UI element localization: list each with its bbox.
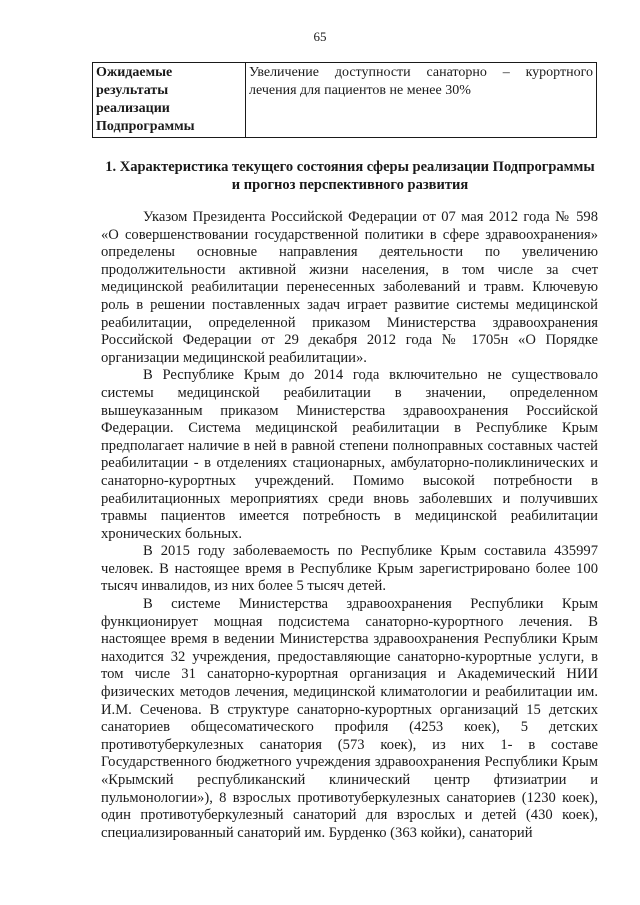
table-row [93, 63, 597, 138]
page-number: 65 [313, 29, 327, 44]
section-title: Характеристика текущего состояния сферы реализации Подпрограммы и прогноз перспективного развития [119, 159, 595, 193]
section-number: 1. [105, 159, 117, 175]
paragraph-2: В Республике Крым до 2014 года включительно не существовало системы медицинской реабилитации в значении, определенном вышеуказанным приказом Министерства здравоохранения Российской Федерации. Система медицинской реабилитации в Республике Крым предполагает наличие в ней в равной степени полноправных составных частей реабилитации - в отделениях стационарных, амбулаторно-поликлинических и санаторно-курортных учреждений. Помимо высокой потребности в реабилитационных мероприятиях среди вновь заболевших и получивших травмы пациентов имеется потребность в медицинской реабилитации хронических больных. [101, 367, 598, 542]
summary-table [92, 62, 597, 138]
expected-results-label: Ожидаемые результаты реализации Подпрограммы [93, 63, 246, 138]
section-heading [100, 158, 600, 194]
body-text [101, 209, 598, 842]
expected-results-value: Увеличение доступности санаторно – курортного лечения для пациентов не менее 30% [246, 63, 597, 138]
paragraph-3: В 2015 году заболеваемость по Республике Крым составила 435997 человек. В настоящее время в Республике Крым зарегистрировано более 100 тысяч инвалидов, из них более 5 тысяч детей. [101, 543, 598, 595]
paragraph-4: В системе Министерства здравоохранения Республики Крым функционирует мощная подсистема санаторно-курортного лечения. В настоящее время в ведении Министерства здравоохранения Республики Крым находится 32 учреждения, предоставляющие санаторно-курортные услуги, в том числе 31 санаторно-курортная организация и Академический НИИ физических методов лечения, медицинской климатологии и реабилитации им. И.М. Сеченова. В структуре санаторно-курортных организаций 15 детских санаториев общесоматического профиля (4253 коек), 5 детских противотуберкулезных санатория (573 коек), из них 1- в составе Государственного бюджетного учреждения здравоохранения Республики Крым «Крымский республиканский клинический центр фтизиатрии и пульмонологии»), 8 взрослых противотуберкулезных санаториев (1230 коек), один противотуберкулезный санаторий для взрослых и детей (430 коек), специализированный санаторий им. Бурденко (363 койки), санаторий [101, 596, 598, 841]
paragraph-1: Указом Президента Российской Федерации от 07 мая 2012 года № 598 «О совершенствовании государственной политики в сфере здравоохранения» определены основные направления деятельности по увеличению продолжительности активной жизни населения, в том числе за счет медицинской реабилитации перенесенных заболеваний и травм. Ключевую роль в решении поставленных задач играет развитие системы медицинской реабилитации, определенной приказом Министерства здравоохранения Российской Федерации от 29 декабря 2012 года № 1705н «О Порядке организации медицинской реабилитации». [101, 209, 598, 366]
